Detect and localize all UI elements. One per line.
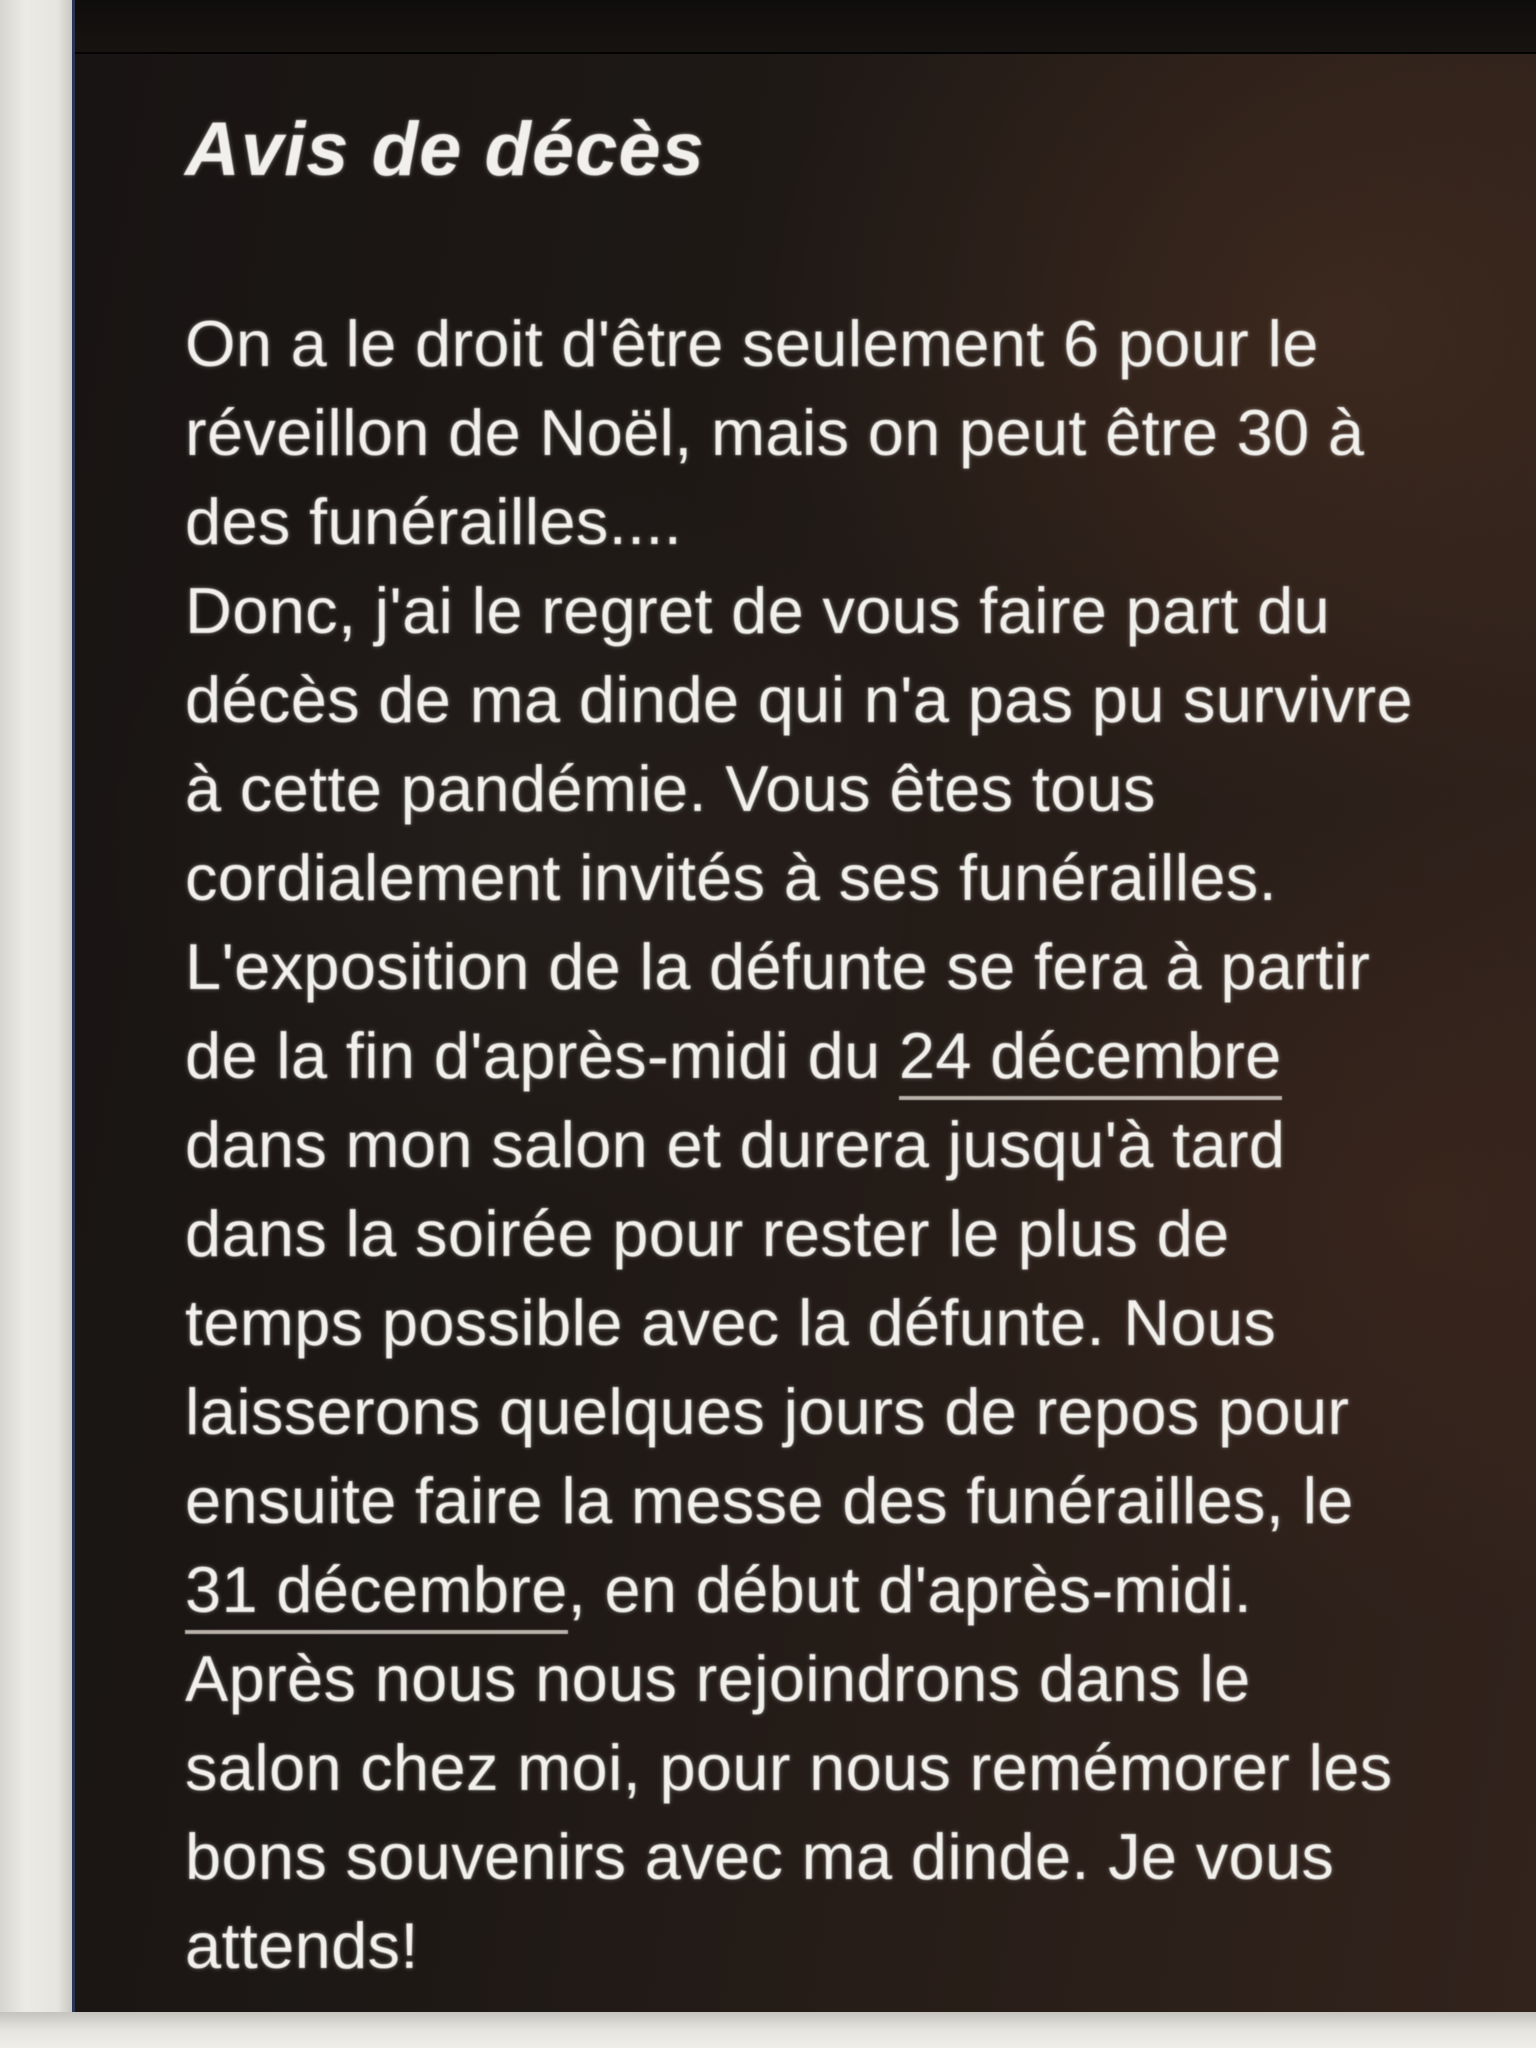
notice-line <box>185 388 1515 477</box>
screen-panel <box>72 0 1536 2012</box>
notice-line <box>185 744 1515 833</box>
text-segment: Donc, j'ai le regret de vous faire part du <box>185 574 1331 647</box>
notice-line <box>185 1456 1515 1545</box>
text-segment: des funérailles.... <box>185 485 683 558</box>
notice-line <box>185 1100 1515 1189</box>
text-segment: temps possible avec la défunte. Nous <box>185 1286 1277 1359</box>
notice-line <box>185 299 1515 388</box>
text-segment: L'exposition de la défunte se fera à partir <box>185 930 1371 1003</box>
text-segment: , en début d'après-midi. <box>567 1553 1253 1626</box>
notice-line <box>185 922 1515 1011</box>
notice-title: Avis de décès <box>185 107 705 192</box>
notice-line <box>185 1011 1515 1100</box>
text-segment: Après nous nous rejoindrons dans le <box>185 1642 1251 1715</box>
notice-line <box>185 1189 1515 1278</box>
photo-margin-left <box>0 0 72 2048</box>
photo-margin-bottom <box>0 2012 1536 2048</box>
text-segment: réveillon de Noël, mais on peut être 30 à <box>185 396 1365 469</box>
notice-line <box>185 1901 1515 1990</box>
text-segment: de la fin d'après-midi du <box>185 1019 899 1092</box>
notice-line <box>185 566 1515 655</box>
notice-line <box>185 1278 1515 1367</box>
notice-line <box>185 1545 1515 1634</box>
notice-line <box>185 833 1515 922</box>
text-segment: dans la soirée pour rester le plus de <box>185 1197 1230 1270</box>
date-link[interactable]: 24 décembre <box>899 1019 1282 1100</box>
notice-line <box>185 1723 1515 1812</box>
notice-line <box>185 1634 1515 1723</box>
text-segment: à cette pandémie. Vous êtes tous <box>185 752 1156 825</box>
notice-line <box>185 477 1515 566</box>
text-segment: dans mon salon et durera jusqu'à tard <box>185 1108 1286 1181</box>
text-segment: décès de ma dinde qui n'a pas pu survivre <box>185 663 1413 736</box>
text-segment: salon chez moi, pour nous remémorer les <box>185 1731 1393 1804</box>
notice-line <box>185 1367 1515 1456</box>
screen-top-band <box>75 0 1536 54</box>
text-segment: On a le droit d'être seulement 6 pour le <box>185 307 1319 380</box>
text-segment: bons souvenirs avec ma dinde. Je vous <box>185 1820 1335 1893</box>
notice-line <box>185 1812 1515 1901</box>
date-link[interactable]: 31 décembre <box>185 1553 568 1634</box>
notice-body <box>185 299 1515 1990</box>
text-segment: attends! <box>185 1909 419 1982</box>
text-segment: cordialement invités à ses funérailles. <box>185 841 1277 914</box>
notice-line <box>185 655 1515 744</box>
text-segment: laisserons quelques jours de repos pour <box>185 1375 1350 1448</box>
text-segment: ensuite faire la messe des funérailles, le <box>185 1464 1354 1537</box>
